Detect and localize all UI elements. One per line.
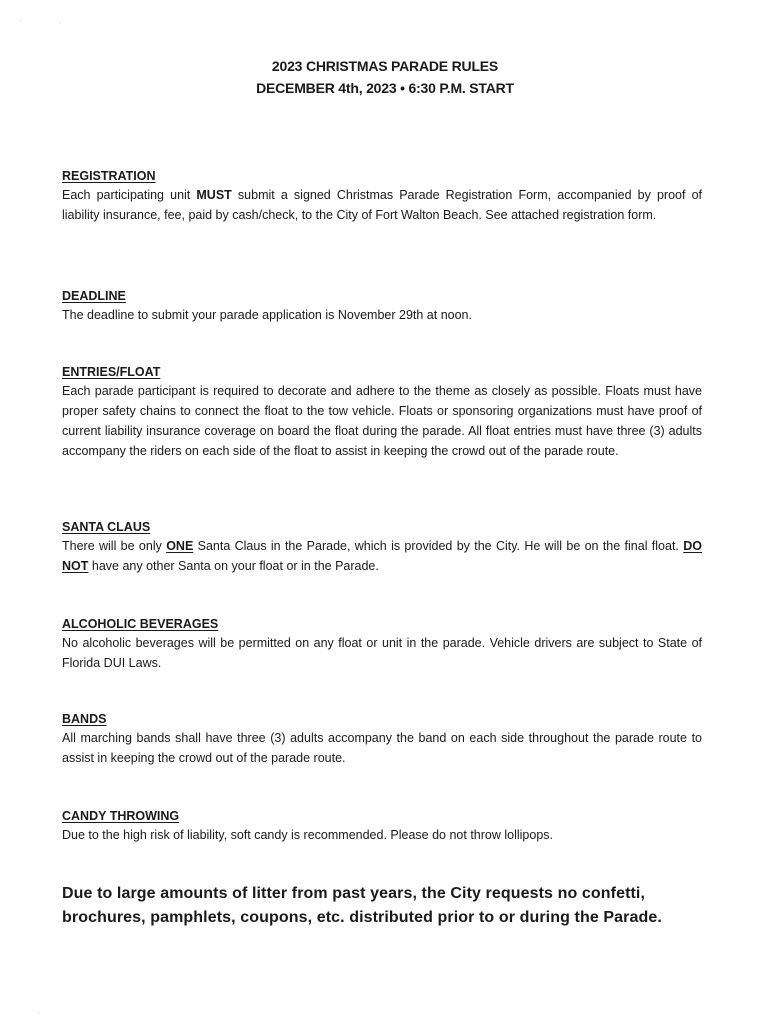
- section-body: The deadline to submit your parade application is November 29th at noon.: [62, 308, 472, 322]
- scan-speck: [38, 1012, 39, 1013]
- section-entries-float: [62, 363, 702, 461]
- emphasis-do-not: DO NOT: [62, 539, 702, 573]
- body-text: have any other Santa on your float or in the Parade.: [88, 559, 379, 573]
- section-body: All marching bands shall have three (3) adults accompany the band on each side throughout the parade route to assist in keeping the crowd out of the parade route.: [62, 731, 702, 765]
- body-text: Each participating unit: [62, 188, 197, 202]
- section-body: Each parade participant is required to decorate and adhere to the theme as closely as possible. Floats must have proper safety chains to connect the float to the tow vehicle. Floats or sponsoring organizations must have proof of current liability insurance coverage on board the float during the parade. All float entries must have three (3) adults accompany the riders on each side of the float to assist in keeping the crowd out of the parade route.: [62, 384, 702, 458]
- section-heading: DEADLINE: [62, 289, 126, 303]
- section-registration: [62, 167, 702, 225]
- section-alcoholic-beverages: [62, 615, 702, 673]
- event-date-time: DECEMBER 4th, 2023 • 6:30 P.M. START: [256, 80, 514, 96]
- scan-speck: [59, 22, 60, 23]
- emphasis-must: MUST: [196, 188, 232, 202]
- section-heading: REGISTRATION: [62, 169, 156, 183]
- section-bands: [62, 710, 702, 768]
- section-body: [62, 185, 702, 225]
- section-deadline: [62, 287, 702, 325]
- body-text: submit a signed Christmas Parade Registration Form, accompanied by proof of liability insurance, fee, paid by cash/check, to the City of Fort Walton Beach. See attached registration form.: [62, 188, 702, 222]
- document-header: [0, 55, 770, 99]
- section-body: Due to the high risk of liability, soft candy is recommended. Please do not throw lollipops.: [62, 828, 553, 842]
- section-heading: ENTRIES/FLOAT: [62, 365, 161, 379]
- section-body: No alcoholic beverages will be permitted on any float or unit in the parade. Vehicle drivers are subject to State of Florida DUI Laws.: [62, 636, 702, 670]
- body-text: There will be only: [62, 539, 167, 553]
- section-heading: ALCOHOLIC BEVERAGES: [62, 617, 219, 631]
- section-heading: SANTA CLAUS: [62, 520, 151, 534]
- section-santa-claus: [62, 518, 702, 576]
- scan-speck: [20, 20, 21, 21]
- section-heading: CANDY THROWING: [62, 809, 180, 823]
- body-text: Santa Claus in the Parade, which is provided by the City. He will be on the final float.: [193, 539, 684, 553]
- emphasis-one: ONE: [166, 539, 194, 553]
- section-body: [62, 536, 702, 576]
- document-title: 2023 CHRISTMAS PARADE RULES: [271, 58, 499, 74]
- section-heading: BANDS: [62, 712, 107, 726]
- section-candy-throwing: [62, 807, 702, 845]
- closing-notice: Due to large amounts of litter from past years, the City requests no confetti, brochures, pamphlets, coupons, etc. distributed prior to or during the Parade.: [62, 885, 662, 926]
